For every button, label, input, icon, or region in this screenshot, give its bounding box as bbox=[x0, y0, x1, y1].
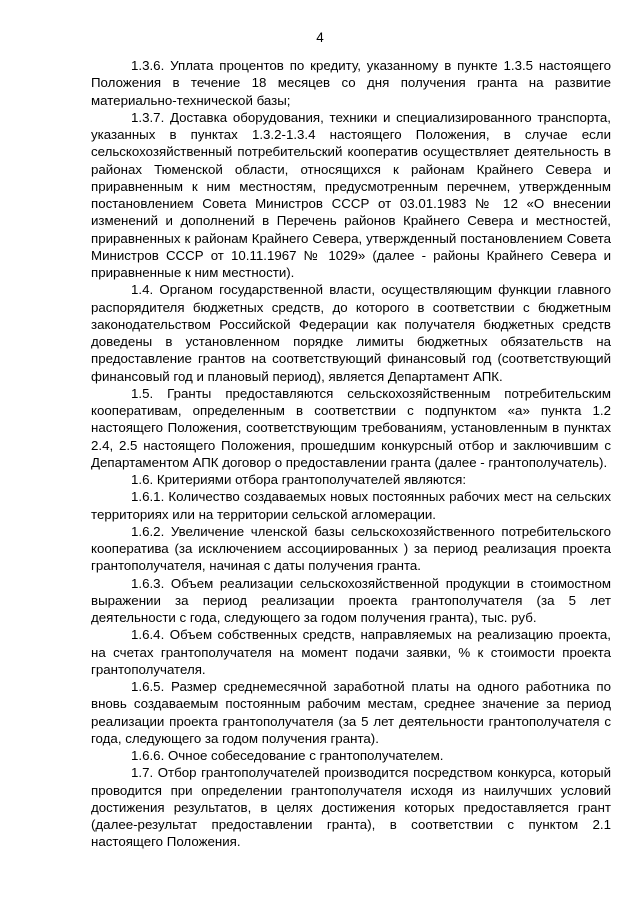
paragraph-1-5: 1.5. Гранты предоставляются сельскохозяйственным потребительским кооперативам, определенным в соответствии с подпунктом «а» пункта 1.2 настоящего Положения, соответствующим требованиям, установленным в пунктах 2.4, 2.5 настоящего Положения, прошедшим конкурсный отбор и заключившим с Департаментом АПК договор о предоставлении гранта (далее - грантополучатель). bbox=[91, 385, 611, 470]
paragraph-1-6-1: 1.6.1. Количество создаваемых новых постоянных рабочих мест на сельских территориях или на территории сельской агломерации. bbox=[91, 489, 611, 522]
paragraph-1-6-4: 1.6.4. Объем собственных средств, направляемых на реализацию проекта, на счетах грантополучателя на момент подачи заявки, % к стоимости проекта грантополучателя. bbox=[91, 627, 611, 677]
page-number: 4 bbox=[316, 30, 324, 45]
paragraph-1-6-2: 1.6.2. Увеличение членской базы сельскохозяйственного потребительского кооператива (за исключением ассоциированных ) за период реализация проекта грантополучателя, начиная с даты получения гранта. bbox=[91, 523, 611, 574]
paragraph-1-6-3: 1.6.3. Объем реализации сельскохозяйственной продукции в стоимостном выражении за период реализации проекта грантополучателя (за 5 лет деятельности с года, следующего за годом получения гранта), тыс. руб. bbox=[91, 575, 611, 625]
paragraph-1-6: 1.6. Критериями отбора грантополучателей являются: bbox=[131, 472, 467, 487]
paragraph-1-7: 1.7. Отбор грантополучателей производится посредством конкурса, который проводится при определении грантополучателя исходя из наилучших условий достижения результатов, в целях достижения которых предоставляется грант (далее-результат предоставлении гранта), в соответствии с пунктом 2.1 настоящего Положения. bbox=[91, 765, 611, 850]
document-body bbox=[91, 57, 611, 851]
paragraph-1-4: 1.4. Органом государственной власти, осуществляющим функции главного распорядителя бюджетных средств, до которого в соответствии с бюджетным законодательством Российской Федерации как получателя бюджетных средств доведены в установленном порядке лимиты бюджетных обязательств на предоставление грантов на соответствующий финансовый год (соответствующий финансовый год и плановый период), является Департамент АПК. bbox=[91, 282, 611, 384]
paragraph-1-6-6: 1.6.6. Очное собеседование с грантополучателем. bbox=[131, 748, 444, 763]
paragraph-1-3-6: 1.3.6. Уплата процентов по кредиту, указанному в пункте 1.3.5 настоящего Положения в течение 18 месяцев со дня получения гранта на развитие материально-технической базы; bbox=[91, 58, 611, 108]
paragraph-1-3-7: 1.3.7. Доставка оборудования, техники и специализированного транспорта, указанных в пунктах 1.3.2-1.3.4 настоящего Положения, в случае если сельскохозяйственный потребительский кооператив осуществляет деятельность в районах Тюменской области, относящихся к районам Крайнего Севера и приравненным к ним местностям, предусмотренным перечнем, утвержденным постановлением Совета Министров СССР от 03.01.1983 № 12 «О внесении изменений и дополнений в Перечень районов Крайнего Севера и местностей, приравненных к районам Крайнего Севера, утвержденный постановлением Совета Министров СССР от 10.11.1967 № 1029» (далее - районы Крайнего Севера и приравненные к ним местности). bbox=[91, 109, 611, 280]
paragraph-1-6-5: 1.6.5. Размер среднемесячной заработной платы на одного работника по вновь создаваемым постоянным рабочим местам, среднее значение за период реализации проекта грантополучателя (за 5 лет деятельности грантополучателя с года, следующего за годом получения гранта). bbox=[91, 679, 611, 746]
